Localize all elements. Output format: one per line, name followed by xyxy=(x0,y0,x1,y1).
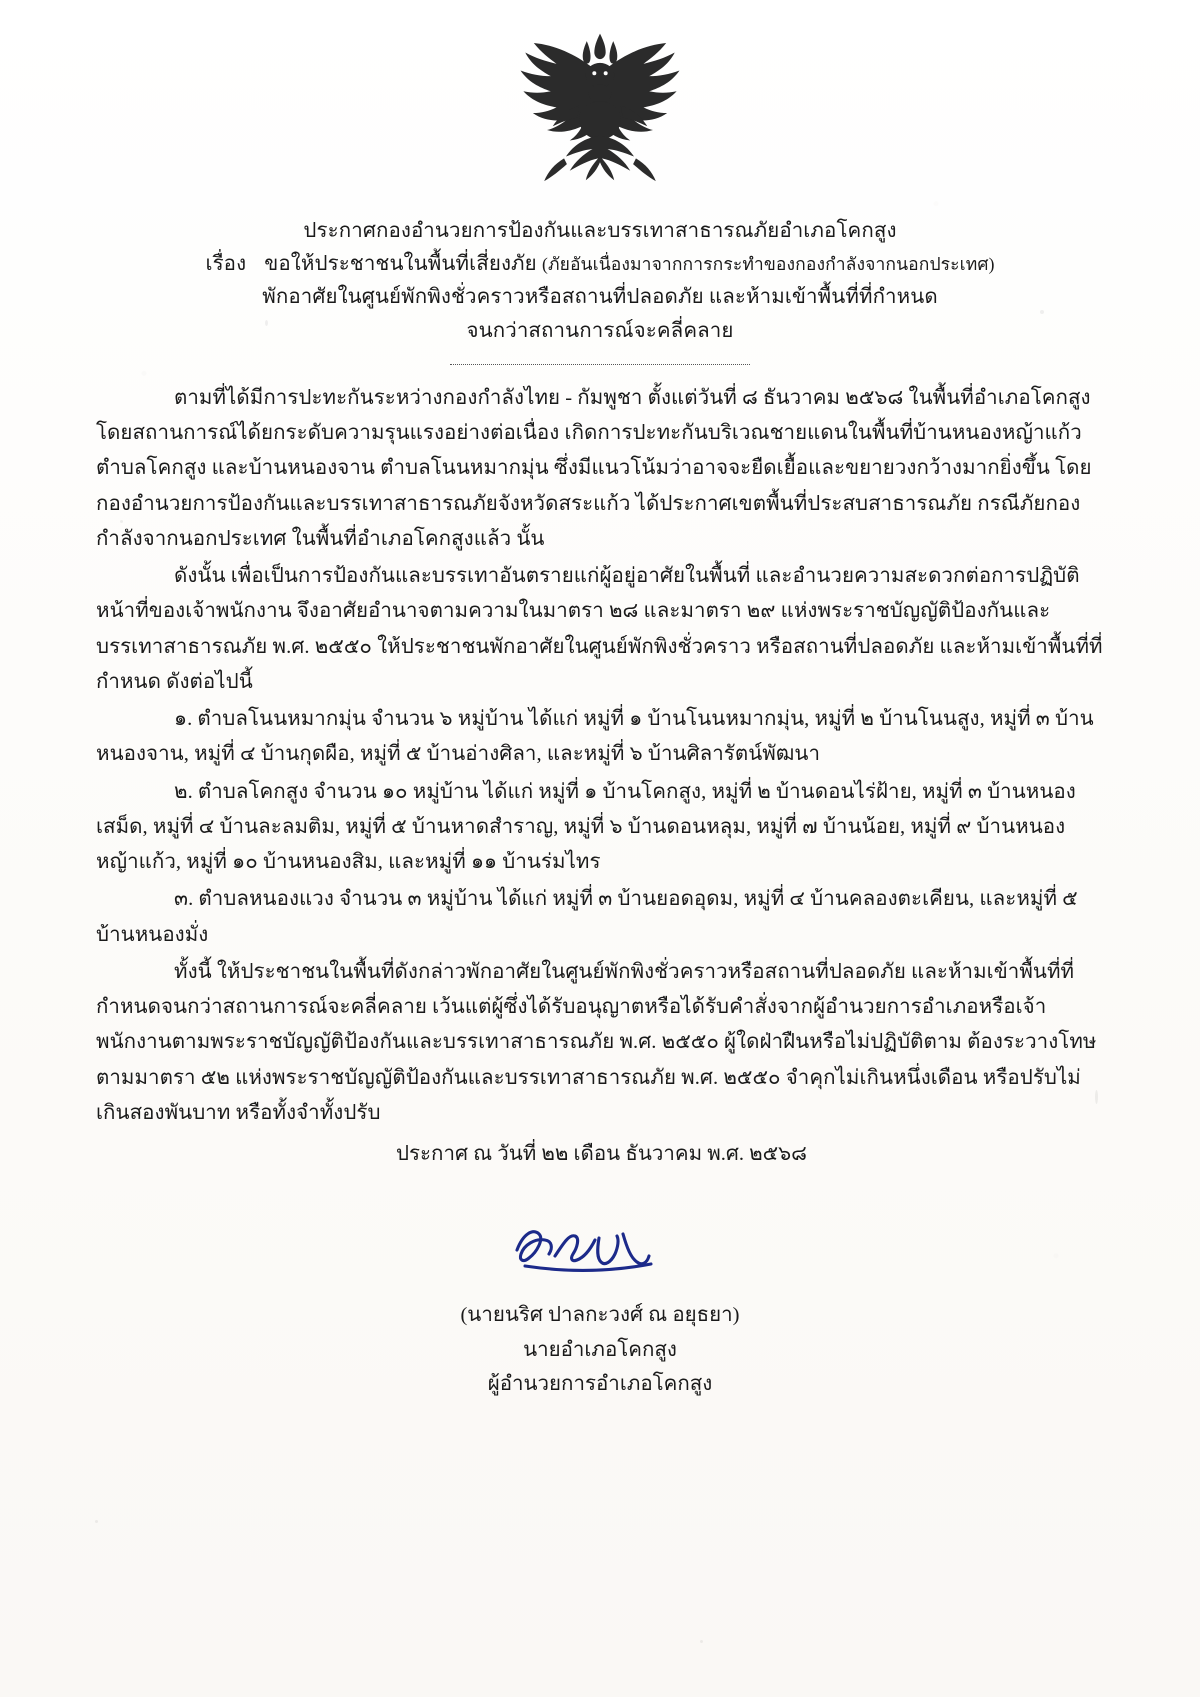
paragraph-closing: ทั้งนี้ ให้ประชาชนในพื้นที่ดังกล่าวพักอาศัยในศูนย์พักพิงชั่วคราวหรือสถานที่ปลอดภัย และห้ามเข้าพื้นที่ที่กำหนดจนกว่าสถานการณ์จะคลี่คลาย เว้นแต่ผู้ซึ่งได้รับอนุญาตหรือได้รับคำสั่งจากผู้อำนวยการอำเภอหรือเจ้าพนักงานตามพระราชบัญญัติป้องกันและบรรเทาสาธารณภัย พ.ศ. ๒๕๕๐ ผู้ใดฝ่าฝืนหรือไม่ปฏิบัติตาม ต้องระวางโทษตามมาตรา ๕๒ แห่งพระราชบัญญัติป้องกันและบรรเทาสาธารณภัย พ.ศ. ๒๕๕๐ จำคุกไม่เกินหนึ่งเดือน หรือปรับไม่เกินสองพันบาท หรือทั้งจำทั้งปรับ xyxy=(96,960,1097,1124)
signature-details xyxy=(96,1298,1104,1401)
announcement-title: ประกาศกองอำนวยการป้องกันและบรรเทาสาธารณภัยอำเภอโคกสูง xyxy=(303,220,897,242)
paragraph-background: ตามที่ได้มีการปะทะกันระหว่างกองกำลังไทย - กัมพูชา ตั้งแต่วันที่ ๘ ธันวาคม ๒๕๖๘ ในพื้นที่อำเภอโคกสูง โดยสถานการณ์ได้ยกระดับความรุนแรงอย่างต่อเนื่อง เกิดการปะทะกันบริเวณชายแดนในพื้นที่บ้านหนองหญ้าแก้ว ตำบลโคกสูง และบ้านหนองจาน ตำบลโนนหมากมุ่น ซึ่งมีแนวโน้มว่าอาจจะยืดเยื้อและขยายวงกว้างมากยิ่งขึ้น โดยกองอำนวยการป้องกันและบรรเทาสาธารณภัยจังหวัดสระแก้ว ได้ประกาศเขตพื้นที่ประสบสาธารณภัย กรณีภัยกองกำลังจากนอกประเทศ ในพื้นที่อำเภอโคกสูงแล้ว นั้น xyxy=(96,386,1092,550)
garuda-emblem xyxy=(505,26,695,201)
list-item-1: ๑. ตำบลโนนหมากมุ่น จำนวน ๖ หมู่บ้าน ได้แก่ หมู่ที่ ๑ บ้านโนนหมากมุ่น, หมู่ที่ ๒ บ้านโนนสูง, หมู่ที่ ๓ บ้านหนองจาน, หมู่ที่ ๔ บ้านกุดผือ, หมู่ที่ ๕ บ้านอ่างศิลา, และหมู่ที่ ๖ บ้านศิลารัตน์พัฒนา xyxy=(96,708,1094,766)
handwritten-signature xyxy=(96,1214,1104,1280)
signature-block xyxy=(96,1214,1104,1401)
subject-line-1-main: ขอให้ประชาชนในพื้นที่เสี่ยงภัย xyxy=(264,253,537,276)
scan-speck xyxy=(700,1640,703,1643)
document-body xyxy=(96,381,1104,1131)
emblem-container xyxy=(96,0,1104,201)
subject-line-3: จนกว่าสถานการณ์จะคลี่คลาย xyxy=(466,319,734,342)
announce-date: ประกาศ ณ วันที่ ๒๒ เดือน ธันวาคม พ.ศ. ๒๕๖๘ xyxy=(396,1143,807,1166)
signer-position-1: นายอำเภอโคกสูง xyxy=(523,1338,677,1361)
document-heading xyxy=(96,215,1104,348)
list-item-2: ๒. ตำบลโคกสูง จำนวน ๑๐ หมู่บ้าน ได้แก่ หมู่ที่ ๑ บ้านโคกสูง, หมู่ที่ ๒ บ้านดอนไร่ฝ้าย, หมู่ที่ ๓ บ้านหนองเสม็ด, หมู่ที่ ๔ บ้านละลมติม, หมู่ที่ ๕ บ้านหาดสำราญ, หมู่ที่ ๖ บ้านดอนหลุม, หมู่ที่ ๗ บ้านน้อย, หมู่ที่ ๙ บ้านหนองหญ้าแก้ว, หมู่ที่ ๑๐ บ้านหนองสิม, และหมู่ที่ ๑๑ บ้านร่มไทร xyxy=(96,780,1076,874)
heading-divider xyxy=(450,364,750,365)
paragraph-authority: ดังนั้น เพื่อเป็นการป้องกันและบรรเทาอันตรายแก่ผู้อยู่อาศัยในพื้นที่ และอำนวยความสะดวกต่อการปฏิบัติหน้าที่ของเจ้าพนักงาน จึงอาศัยอำนาจตามความในมาตรา ๒๘ และมาตรา ๒๙ แห่งพระราชบัญญัติป้องกันและบรรเทาสาธารณภัย พ.ศ. ๒๕๕๐ ให้ประชาชนพักอาศัยในศูนย์พักพิงชั่วคราว หรือสถานที่ปลอดภัย และห้ามเข้าพื้นที่ที่กำหนด ดังต่อไปนี้ xyxy=(96,565,1103,693)
signer-position-2: ผู้อำนวยการอำเภอโคกสูง xyxy=(487,1372,713,1395)
list-item-3: ๓. ตำบลหนองแวง จำนวน ๓ หมู่บ้าน ได้แก่ หมู่ที่ ๓ บ้านยอดอุดม, หมู่ที่ ๔ บ้านคลองตะเคียน, และหมู่ที่ ๕ บ้านหนองมั่ง xyxy=(96,888,1078,946)
subject-line-1 xyxy=(264,248,994,281)
scan-speck xyxy=(95,1520,98,1523)
subject-line-2: พักอาศัยในศูนย์พักพิงชั่วคราวหรือสถานที่ปลอดภัย และห้ามเข้าพื้นที่ที่กำหนด xyxy=(262,286,938,309)
subject-row xyxy=(96,248,1104,281)
subject-label: เรื่อง xyxy=(205,253,247,276)
subject-line-1-note: (ภัยอันเนื่องมาจากการกระทำของกองกำลังจากนอกประเทศ) xyxy=(542,254,995,275)
signer-name: (นายนริศ ปาลกะวงศ์ ณ อยุธยา) xyxy=(460,1304,740,1327)
